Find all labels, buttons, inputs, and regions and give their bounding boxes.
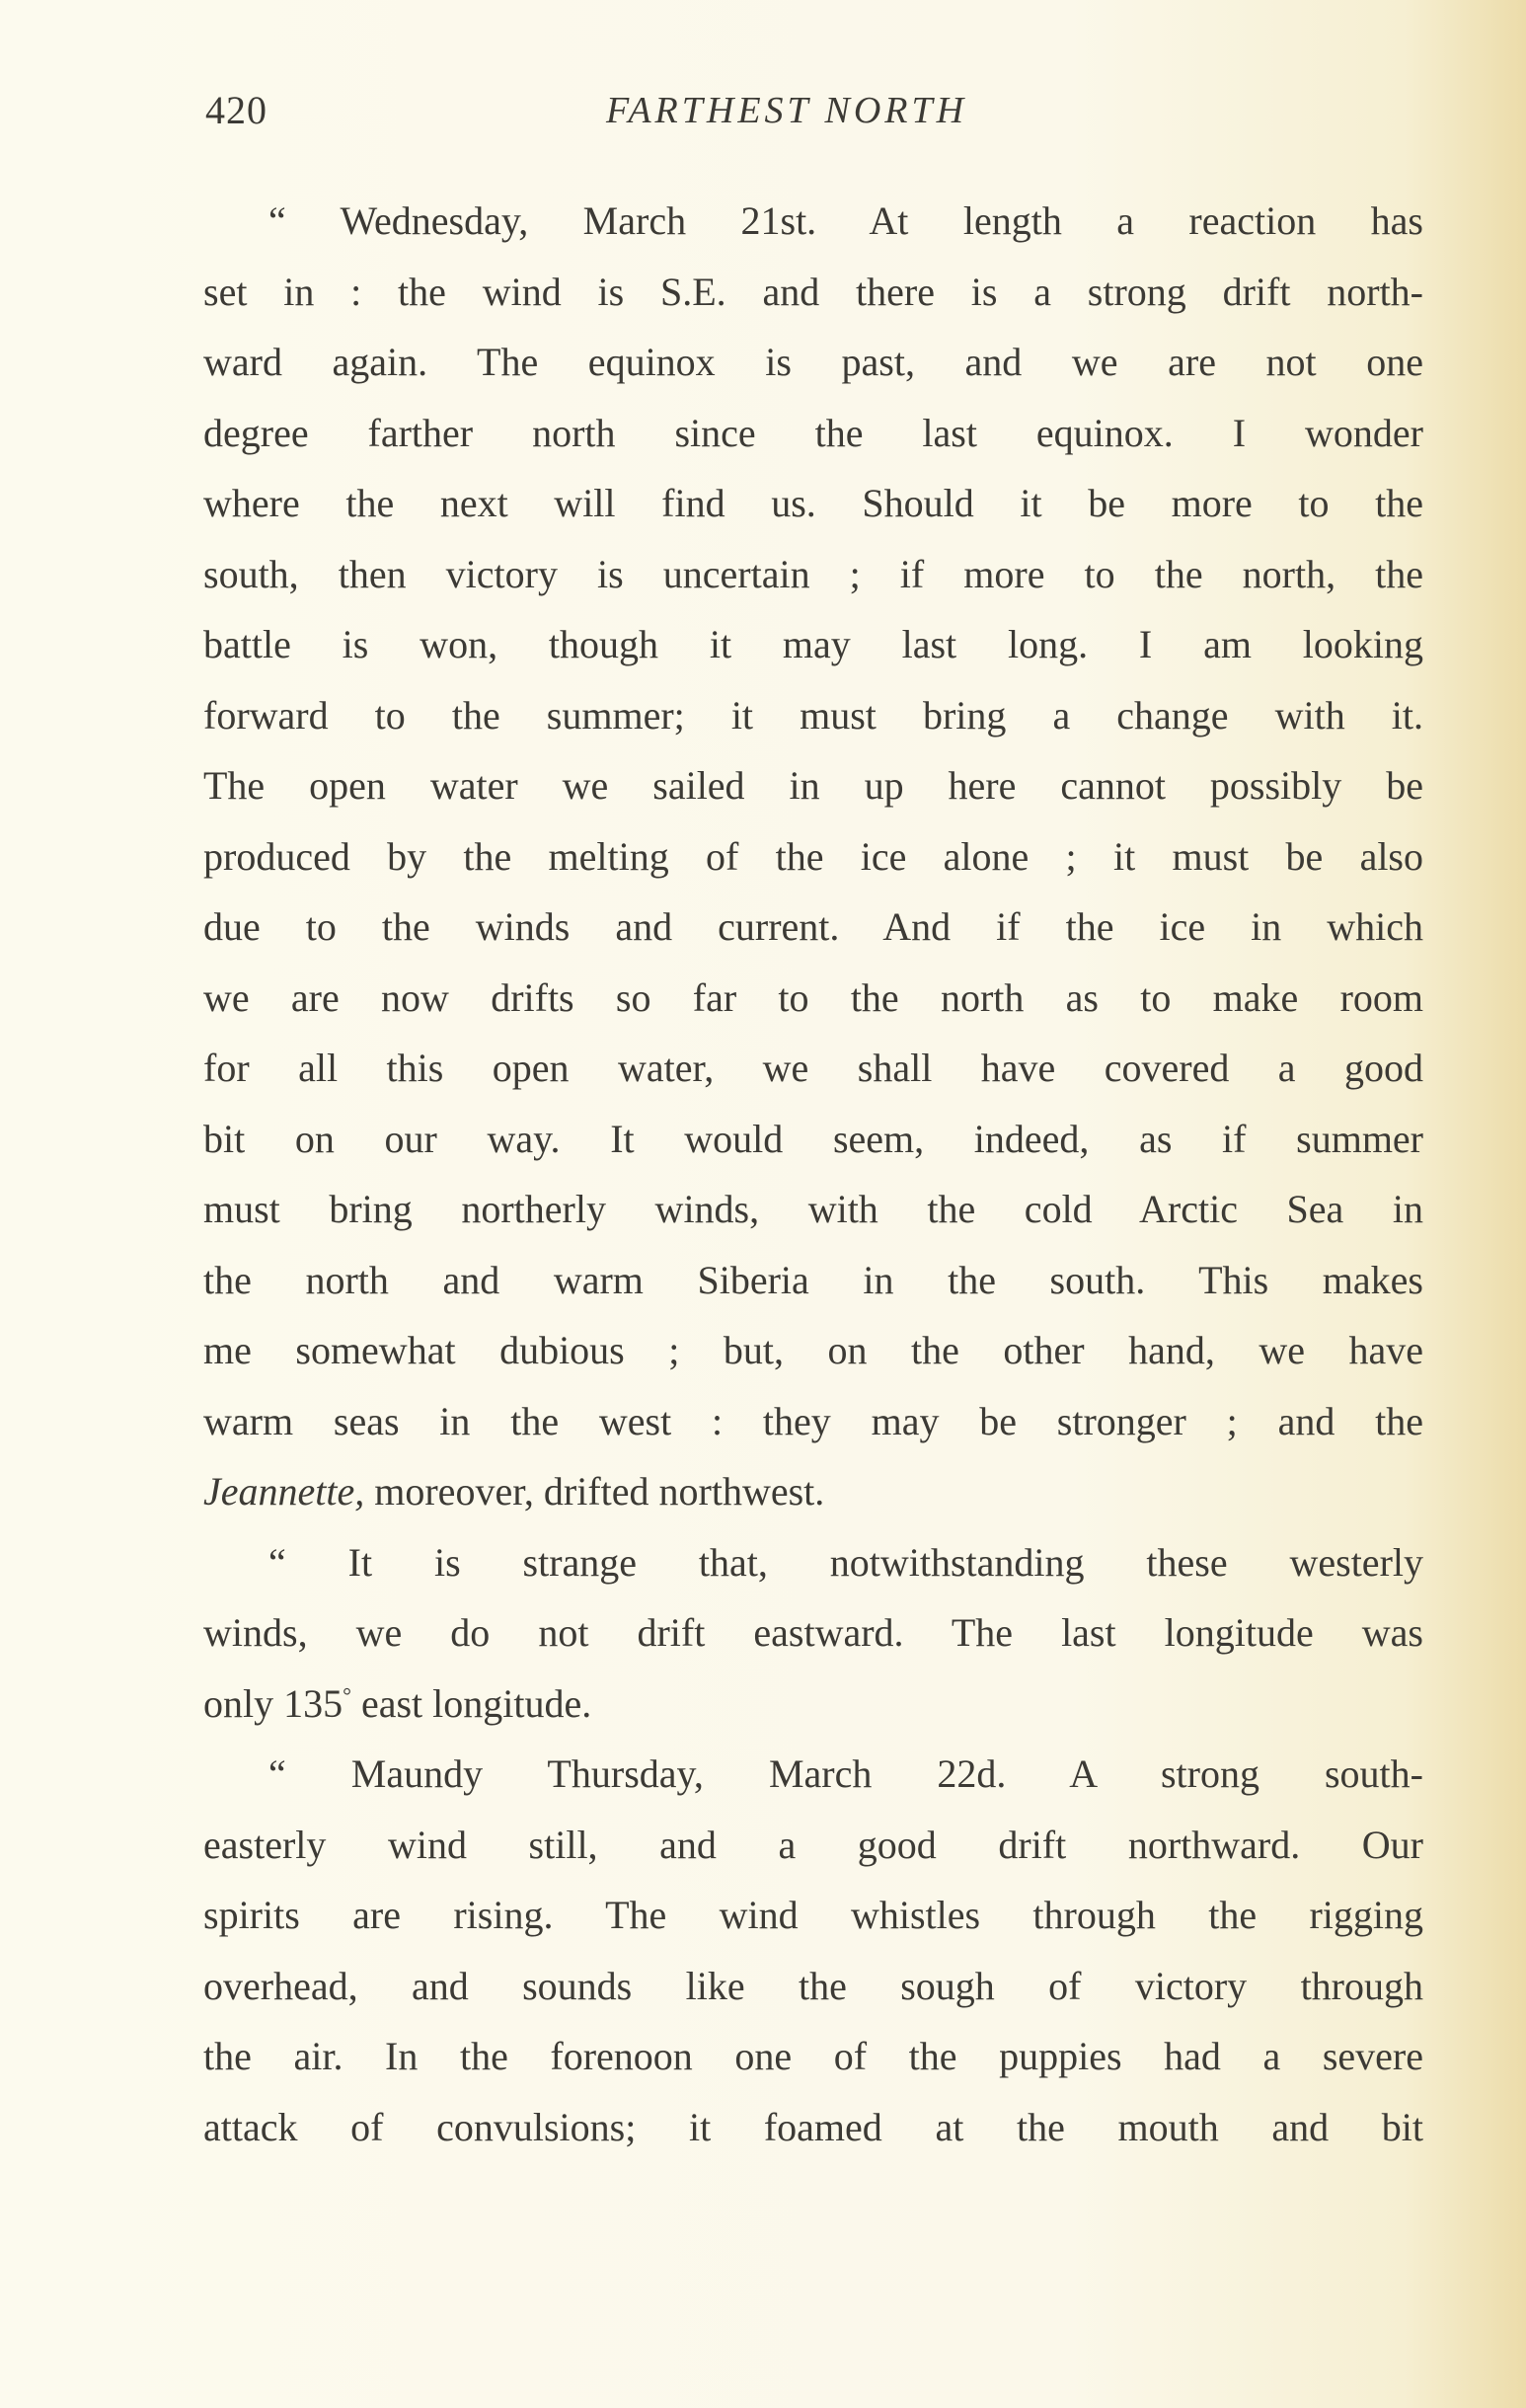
text-line	[203, 1669, 1423, 1740]
text-line: produced by the melting of the ice alone ; it must be also	[203, 833, 1423, 879]
text-line: “ Maundy Thursday, March 22d. A strong south-	[268, 1751, 1423, 1796]
running-title: FARTHEST NORTH	[606, 90, 968, 131]
text-line: south, then victory is uncertain ; if more to the north, the	[203, 551, 1423, 596]
text-line	[203, 1456, 1423, 1527]
text-line: we are now drifts so far to the north as to make room	[203, 974, 1423, 1020]
text-line: degree farther north since the last equinox. I wonder	[203, 410, 1423, 455]
page-number: 420	[205, 88, 267, 132]
text-line: the north and warm Siberia in the south. This makes	[203, 1257, 1423, 1302]
ship-name-italic: Jeannette,	[203, 1469, 365, 1514]
text-line: due to the winds and current. And if the ice in which	[203, 904, 1423, 949]
text-line: attack of convulsions; it foamed at the mouth and bit	[203, 2104, 1423, 2149]
text-line: easterly wind still, and a good drift northward. Our	[203, 1822, 1423, 1867]
text-line: set in : the wind is S.E. and there is a strong drift north-	[203, 269, 1423, 314]
text-segment: only 135	[203, 1680, 343, 1726]
text-line: spirits are rising. The wind whistles through the rigging	[203, 1893, 1423, 1937]
text-line: where the next will find us. Should it be more to the	[203, 481, 1423, 525]
degree-symbol: °	[343, 1682, 351, 1708]
text-line: forward to the summer; it must bring a change with it.	[203, 692, 1423, 738]
text-line: The open water we sailed in up here cannot possibly be	[203, 763, 1423, 808]
text-segment: east longitude.	[350, 1680, 592, 1726]
text-line: battle is won, though it may last long. I am looking	[203, 622, 1423, 666]
page-header	[205, 81, 1429, 140]
text-line: “ Wednesday, March 21st. At length a reaction has	[268, 198, 1423, 243]
text-line: for all this open water, we shall have covered a good	[203, 1046, 1423, 1090]
text-line: must bring northerly winds, with the cold Arctic Sea in	[203, 1187, 1423, 1231]
text-segment: moreover, drifted northwest.	[364, 1469, 825, 1514]
text-line: bit on our way. It would seem, indeed, as if summer	[203, 1116, 1423, 1161]
text-line: ward again. The equinox is past, and we are not one	[203, 340, 1423, 384]
text-line: the air. In the forenoon one of the puppies had a severe	[203, 2034, 1423, 2078]
text-line: me somewhat dubious ; but, on the other hand, we have	[203, 1328, 1423, 1372]
text-line: winds, we do not drift eastward. The last longitude was	[203, 1610, 1423, 1655]
text-line: “ It is strange that, notwithstanding these westerly	[268, 1539, 1423, 1585]
text-line: overhead, and sounds like the sough of victory through	[203, 1963, 1423, 2008]
body-text	[203, 186, 1423, 2162]
text-line: warm seas in the west : they may be stronger ; and the	[203, 1398, 1423, 1443]
